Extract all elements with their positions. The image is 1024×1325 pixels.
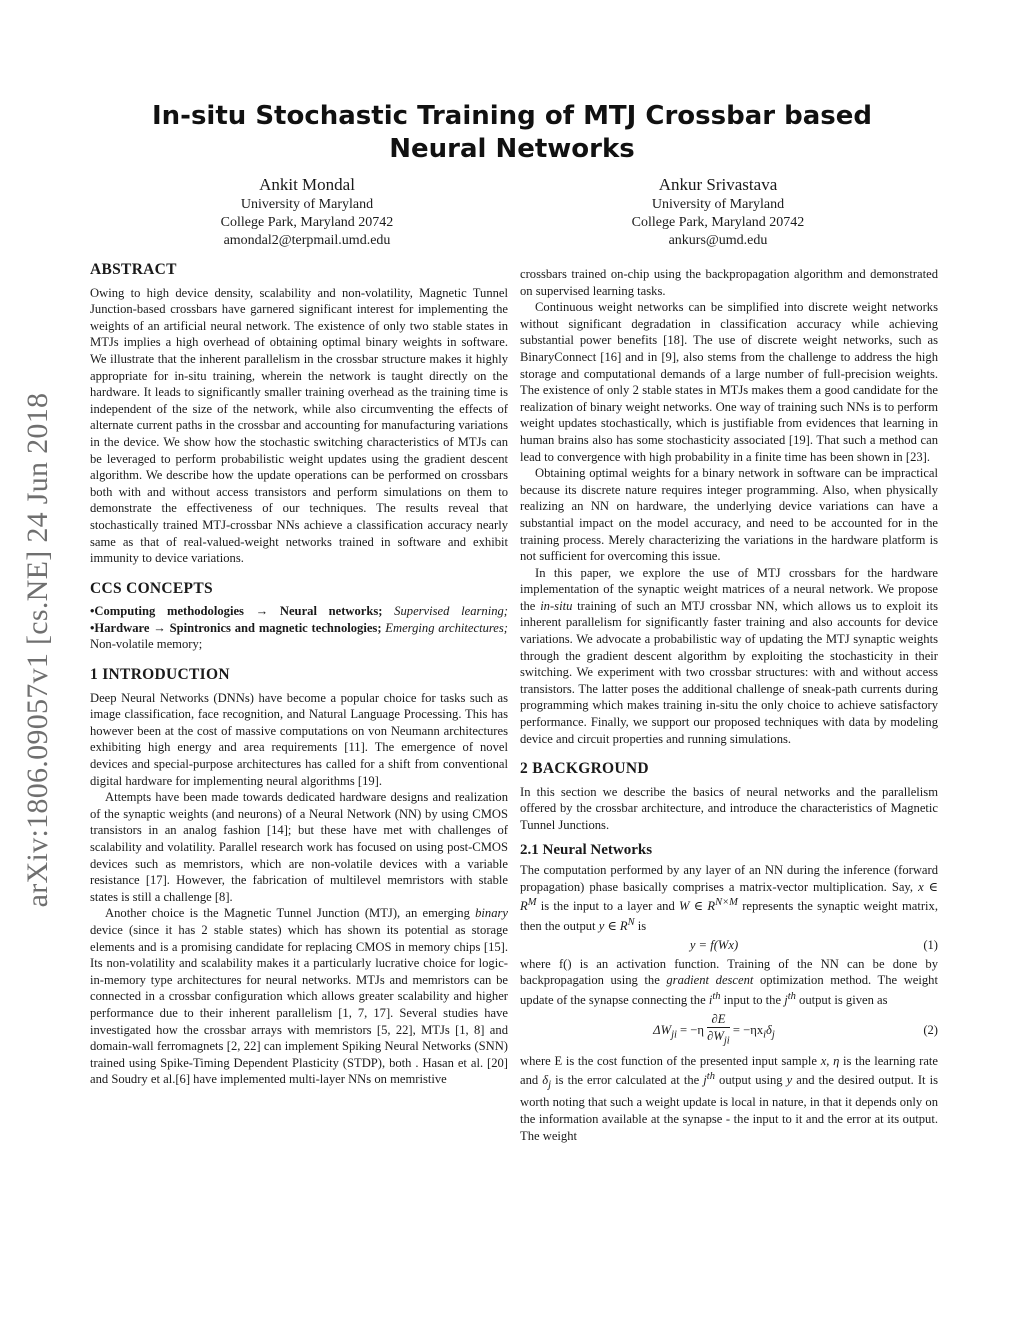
paragraph: The computation performed by any layer of an NN during the inference (forward propagation) phase basically comprises a matrix-vector multiplication. Say, x ∈ $R^M$ is the input to a layer and W ∈ $R^{N\times M}$ represents the synaptic weight matrix, then the output y ∈ $R^N$ is bbox=[520, 863, 938, 934]
author-name: Ankur Srivastava bbox=[658, 175, 778, 194]
equation-number: (1) bbox=[923, 937, 938, 952]
author-name: Ankit Mondal bbox=[259, 175, 355, 194]
author-address: College Park, Maryland 20742 bbox=[220, 215, 394, 230]
ccs-concepts bbox=[90, 603, 508, 653]
equation-number: (2) bbox=[923, 1023, 938, 1038]
paper-title: In-situ Stochastic Training of MTJ Crossbar based Neural Networks bbox=[151, 101, 873, 164]
equation-body: y = f(Wx) bbox=[689, 937, 739, 952]
fraction: $\frac{\partial E}{\partial W_{ji}}$ bbox=[707, 1011, 730, 1047]
background-heading: 2 BACKGROUND bbox=[520, 760, 649, 778]
arxiv-identifier bbox=[18, 340, 58, 960]
paragraph: where f() is an activation function. Training of the NN can be done by backpropagation using the gradient descent optimization method. The weight update of the synapse connecting the $i^{th}$ input to the $j^{th}$ output is given as bbox=[520, 956, 938, 1007]
paragraph: crossbars trained on-chip using the backpropagation algorithm and demonstrated on supervised learning tasks. bbox=[520, 267, 938, 298]
paragraph: In this paper, we explore the use of MTJ crossbars for the hardware implementation of the synaptic weight matrices of a neural network. We propose the in-situ training of such an MTJ crossbar NN, which allows us to exploit its inherent parallelism for significantly faster training and also accounts for device variations. We advocate a probabilistic way of updating the MTJ synaptic weights through the gradient descent algorithm by exploiting the stochasticity in their switching. We experiment with two crossbar structures: with and without access transistors. The latter poses the additional challenge of sneak-path currents during programming which makes training in-situ the only choice to achieve satisfactory performance. Finally, we support our proposed techniques with data by modeling device and circuit properties and running simulations. bbox=[520, 565, 938, 746]
ccs-term: •Computing methodologies → Neural networks; bbox=[90, 604, 383, 619]
abstract-heading: ABSTRACT bbox=[90, 261, 177, 278]
author-block-2 bbox=[548, 174, 888, 250]
ccs-term: Non-volatile memory; bbox=[90, 637, 203, 652]
author-affiliation: University of Maryland bbox=[240, 197, 374, 212]
right-column bbox=[520, 266, 938, 1144]
paragraph: In this section we describe the basics of neural networks and the parallelism offered by the crossbar architecture, and introduce the characteristics of Magnetic Tunnel Junctions. bbox=[520, 784, 938, 832]
paragraph: Continuous weight networks can be simplified into discrete weight networks without significant degradation in classification accuracy while achieving substantial power benefits [18]. The use of discrete weight networks, such as BinaryConnect [16] and in [9], also stems from the challenge to address the high storage and computational demands of a large number of full-precision weights. The existence of only 2 stable states in MTJs makes them a good candidate for the realization of binary weight networks. One way of training such NNs is to perform weight updates stochastically, which is justifiable from evidences that learning in human brains also has some stochasticity associated [19]. That such a method can lead to convergence with high probability in a finite time has been shown in [23]. bbox=[520, 300, 938, 464]
author-email: amondal2@terpmail.umd.edu bbox=[223, 233, 391, 248]
subsection-heading: 2.1 Neural Networks bbox=[520, 841, 653, 858]
left-column bbox=[90, 262, 508, 1088]
intro-heading: 1 INTRODUCTION bbox=[90, 666, 230, 684]
author-email: ankurs@umd.edu bbox=[668, 233, 768, 248]
ccs-heading: CCS CONCEPTS bbox=[90, 579, 213, 597]
arxiv-id-text: arXiv:1806.09057v1 [cs.NE] 24 Jun 2018 bbox=[21, 392, 54, 908]
paragraph: where E is the cost function of the presented input sample x, η is the learning rate and $\delta_j$ is the error calculated at the $j^{th}$ output using y and the desired output. It is worth noting that such a weight update is local in nature, in that it depends only on the information available at the synapse - the input to it and the error at its output. The weight bbox=[520, 1053, 939, 1143]
paragraph: Attempts have been made towards dedicated hardware designs and realization of the synaptic weights (and neurons) of a Neural Network (NN) by using CMOS transistors in an analog fashion [14]; but these have met with challenges of scalability and volatility. Parallel research work has focused on using post-CMOS devices such as memristors, which are non-volatile devices with a variable resistance [17]. However, the fabrication of multilevel memristors with stable states is still a challenge [8]. bbox=[90, 790, 508, 904]
equation-2 bbox=[520, 1011, 938, 1051]
equation-1 bbox=[520, 937, 938, 954]
author-address: College Park, Maryland 20742 bbox=[631, 215, 805, 230]
ccs-term: •Hardware → Spintronics and magnetic technologies; bbox=[90, 620, 382, 635]
abstract-text: Owing to high device density, scalability and non-volatility, Magnetic Tunnel Junction-based crossbars have garnered significant interest for implementing the weights of an artificial neural network. The existence of only two stable states in MTJs implies a high overhead of obtaining optimal binary weights in software. We illustrate that the inherent parallelism in the crossbar structure makes it highly appropriate for in-situ training, wherein the network is taught directly on the hardware. It leads to significantly smaller training overhead as the training time is independent of the size of the network, while also circumventing the effects of alternate current paths in the crossbar and accounting for manufacturing variations in the device. We show how the stochastic switching characteristics of MTJs can be leveraged to perform probabilistic weight updates using the gradient descent algorithm. We describe how the update operations can be performed on crossbars both with and without access transistors and perform simulations on them to demonstrate the effectiveness of our techniques. The results reveal that stochastically trained MTJ-crossbar NNs achieve a classification accuracy nearly same as that of real-valued-weight networks trained in software and exhibit immunity to device variations. bbox=[90, 285, 508, 566]
author-block-1 bbox=[137, 174, 477, 250]
paragraph: Another choice is the Magnetic Tunnel Junction (MTJ), an emerging binary device (since it has 2 stable states) which has shown its potential as storage elements and is a promising candidate for replacing CMOS in memory chips [15]. Its non-volatility and scalability makes it a particularly lucrative choice for logic-in-memory type architectures for neural networks. MTJs and memristors can be connected in a crossbar configuration which allows greater scalability and higher performance due to their inherent parallelism [1, 7, 17]. Several studies have investigated how the crossbar arrays with memristors [5, 22], MTJs [1, 8] and domain-wall ferromagnets [2, 22] can implement Spiking Neural Networks (SNN) trained using Spike-Timing Dependent Plasticity (STDP), both . Hasan et al. [20] and Soudry et al.[6] have implemented multi-layer NNs on memristive bbox=[90, 906, 508, 1087]
author-affiliation: University of Maryland bbox=[651, 197, 785, 212]
paragraph: Obtaining optimal weights for a binary network in software can be impractical because its discrete nature requires integer programming. Also, when physically realizing an NN on hardware, the underlying device variations can have a substantial impact on the model accuracy, and need to be accounted for in the training process. Merely characterizing the variations in the hardware platform is not sufficient for overcoming this issue. bbox=[520, 466, 938, 564]
paragraph: Deep Neural Networks (DNNs) have become a popular choice for tasks such as image classification, face recognition, and Natural Language Processing. This has however been at the cost of massive computations on von Neumann architectures exhibiting high energy and area requirements [11]. The emergence of novel devices and special-purpose architectures has called for a shift from conventional digital hardware for implementing neural algorithms [19]. bbox=[90, 690, 508, 788]
ccs-term: Emerging architectures; bbox=[381, 620, 508, 635]
equation-body: $\Delta W_{ji} = -\eta$ $\frac{\partial E}{\partial W_{ji}}$ = $-\eta x_i\delta_j$ bbox=[520, 1011, 908, 1051]
ccs-term: Supervised learning; bbox=[382, 604, 508, 619]
